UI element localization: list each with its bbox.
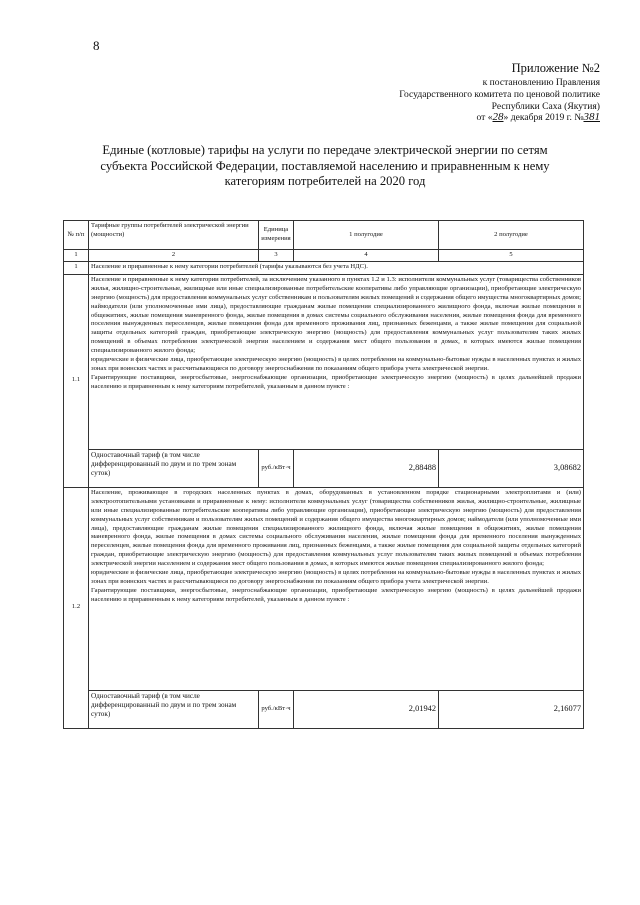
row-num: 1.2 xyxy=(64,487,89,728)
description-paragraph: Гарантирующие поставщики, энергосбытовые, энергоснабжающие организации, приобретающие электрическую энергию (мощность) в целях дальнейшей продажи населению и приравненным к нему категориям потребителей, указанным в данном пункте : xyxy=(91,373,581,390)
column-number: 1 xyxy=(64,250,89,262)
description-paragraph: Население, проживающее в городских населенных пунктах в домах, оборудованных в установленном порядке стационарными электроплитами и (или) электроотопительными установками и приравненные к нему: исполнители коммунальных услуг (товарищества собственников жилья, жилищно-строительные, жилищные или иные специализированные потребительские кооперативы либо управляющие организации), приобретающие электрическую энергию (мощность) для предоставления коммунальных услуг собственникам и пользователям жилых помещений и содержания общего имущества многоквартирных домов; наймодатели (или уполномоченные ими лица), предоставляющие гражданам жилые помещения специализированного жилищного фонда, включая жилые помещения в общежитиях, жилые помещения маневренного фонда, жилые помещения в домах системы социального обслуживания населения, жилые помещения фонда для временного поселения вынужденных переселенцев, жилые помещения фонда для временного проживания лиц, признанных беженцами, а также жилые помещения для социальной защиты отдельных категорий граждан, приобретающие электрическую энергию (мощность) для предоставления коммунальных услуг пользователям таких жилых помещений в объемах потребления электрической энергии населением и содержания мест общего пользования в домах, в которых имеются жилые помещения специализированного жилого фонда; xyxy=(91,488,581,568)
date-prefix: от « xyxy=(476,112,493,124)
row-description xyxy=(89,274,584,449)
section-text: Население и приравненные к нему категории потребителей (тарифы указываются без учета НДС). xyxy=(89,261,584,274)
header-group: Тарифные группы потребителей электрической энергии (мощности) xyxy=(89,221,259,250)
table-row xyxy=(64,487,584,690)
header-half2: 2 полугодие xyxy=(439,221,584,250)
appendix-title: Приложение №2 xyxy=(511,61,600,75)
header-half1: 1 полугодие xyxy=(294,221,439,250)
appendix-line-1: к постановлению Правления xyxy=(482,77,600,88)
column-number-row xyxy=(64,250,584,262)
date-day: 28 xyxy=(492,111,504,124)
header-unit: Единица измерения xyxy=(259,221,294,250)
row-description xyxy=(89,487,584,690)
description-paragraph: Гарантирующие поставщики, энергосбытовые, энергоснабжающие организации, приобретающие электрическую энергию (мощность) в целях дальнейшей продажи населению и приравненным к нему категориям потребителей, указанным в данном пункте : xyxy=(91,586,581,603)
description-paragraph: юридические и физические лица, приобретающие электрическую энергию (мощность) в целях потребления на коммунально-бытовые нужды в населенных пунктах и жилых зонах при воинских частях и рассчитывающиеся по договору энергоснабжения по показаниям общего прибора учета электрической энергии. xyxy=(91,356,581,372)
tariff-label: Одноставочный тариф (в том числе дифференцированный по двум и по трем зонам суток) xyxy=(89,690,259,728)
appendix-date xyxy=(270,112,600,124)
table-row xyxy=(64,274,584,449)
tariff-half2-value: 3,08682 xyxy=(439,449,584,487)
appendix-line-3: Республики Саха (Якутия) xyxy=(491,100,600,112)
tariff-half1-value: 2,88488 xyxy=(294,449,439,487)
tariff-half1-value: 2,01942 xyxy=(294,690,439,728)
tariff-unit: руб./кВт·ч xyxy=(259,690,294,728)
section-row xyxy=(64,261,584,274)
page-number: 8 xyxy=(93,38,100,53)
column-number: 5 xyxy=(439,250,584,262)
tariff-row xyxy=(64,449,584,487)
appendix-header xyxy=(270,60,600,124)
date-rest: » декабря 2019 г. № xyxy=(503,112,584,124)
column-number: 2 xyxy=(89,250,259,262)
column-number: 4 xyxy=(294,250,439,262)
column-number: 3 xyxy=(259,250,294,262)
section-num: 1 xyxy=(64,261,89,274)
date-number: 381 xyxy=(583,111,600,124)
header-num: № п/п xyxy=(64,221,89,250)
table-header-row xyxy=(64,221,584,250)
document-title: Единые (котловые) тарифы на услуги по передаче электрической энергии по сетям субъекта Российской Федерации, поставляемой населению и приравненным к нему категориям потребителей на 2020 год xyxy=(100,143,550,188)
tariff-half2-value: 2,16077 xyxy=(439,690,584,728)
appendix-line-2: Государственного комитета по ценовой политике xyxy=(399,88,600,100)
tariff-label: Одноставочный тариф (в том числе дифференцированный по двум и по трем зонам суток) xyxy=(89,449,259,487)
tariff-row xyxy=(64,690,584,728)
description-paragraph: юридические и физические лица, приобретающие электрическую энергию (мощность) в целях потребления на коммунально-бытовые нужды в населенных пунктах и жилых зонах при воинских частях и рассчитывающиеся по договору энергоснабжения по показаниям общего прибора учета электрической энергии. xyxy=(91,569,581,585)
tariff-table xyxy=(63,220,584,729)
row-num: 1.1 xyxy=(64,274,89,487)
description-paragraph: Население и приравненные к нему категории потребителей, за исключением указанного в пунктах 1.2 и 1.3: исполнители коммунальных услуг (товарищества собственников жилья, жилищно-строительные, жилищные или иные специализированные потребительские кооперативы либо управляющие организации), приобретающие электрическую энергию (мощность) для предоставления коммунальных услуг собственникам и пользователям жилых помещений и содержания общего имущества многоквартирных домов; наймодатели (или уполномоченные ими лица), предоставляющие гражданам жилые помещения специализированного жилищного фонда, включая жилые помещения в общежитиях, жилые помещения маневренного фонда, жилые помещения в домах системы социального обслуживания населения, жилые помещения фонда для временного поселения вынужденных переселенцев, жилые помещения фонда для временного проживания лиц, признанных беженцами, а также жилые помещения для социальной защиты отдельных категорий граждан, приобретающие электрическую энергию (мощность) для предоставления коммунальных услуг пользователям таких жилых помещений в объемах потребления электрической энергии населением и содержания мест общего пользования в домах, в которых имеются жилые помещения специализированного жилого фонда; xyxy=(91,275,581,355)
tariff-unit: руб./кВт·ч xyxy=(259,449,294,487)
